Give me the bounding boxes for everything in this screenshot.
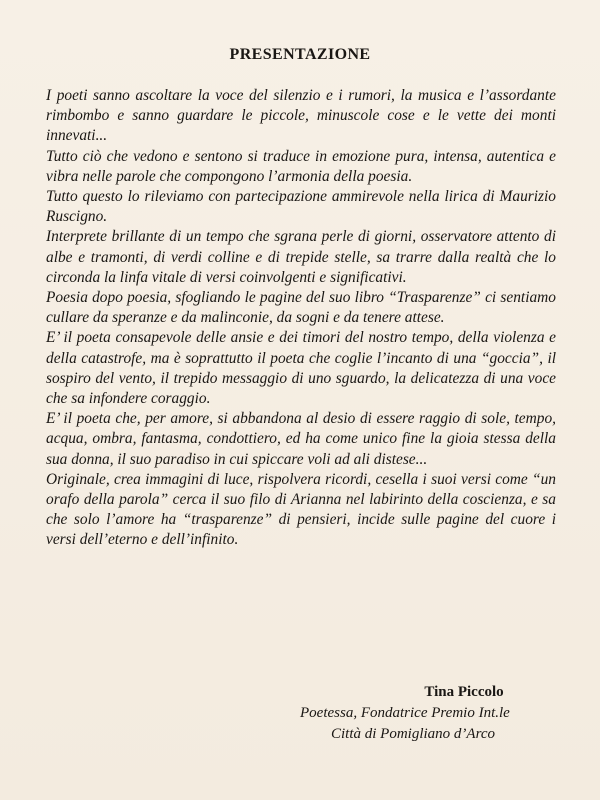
signature-block xyxy=(300,682,590,745)
paragraph-5: Poesia dopo poesia, sfogliando le pagine del suo libro “Trasparenze” ci sentiamo cullare da speranze e da malinconie, da sogni e da tenere attese. xyxy=(46,289,556,327)
paragraph-8: Originale, crea immagini di luce, rispolvera ricordi, cesella i suoi versi come “un orafo della parola” cerca il suo filo di Arianna nel labirinto della coscienza, e sa che solo l’amore ha “trasparenze” di pensieri, incide sulle pagine del cuore i versi dell’eterno e dell’infinito. xyxy=(46,470,556,549)
paragraph-1: I poeti sanno ascoltare la voce del silenzio e i rumori, la musica e l’assordante rimbombo e sanno guardare le piccole, minuscole cose e le vette dei monti innevati... xyxy=(46,87,556,145)
paragraph-7: E’ il poeta che, per amore, si abbandona al desio di essere raggio di sole, tempo, acqua, ombra, fantasma, condottiero, ed ha come unico fine la gioia stessa della sua donna, il suo paradiso in cui spiccare voli ad ali distese... xyxy=(46,410,556,468)
page-title: PRESENTAZIONE xyxy=(229,46,371,63)
author-place: Città di Pomigliano d’Arco xyxy=(331,726,496,742)
paragraph-2: Tutto ciò che vedono e sentono si traduce in emozione pura, intensa, autentica e vibra nelle parole che compongono l’armonia della poesia. xyxy=(46,147,556,185)
presentation-text xyxy=(46,86,556,551)
paragraph-4: Interprete brillante di un tempo che sgrana perle di giorni, osservatore attento di albe e tramonti, di verdi colline e di trepide stelle, sa trarre dalla realtà che lo circonda la linfa vitale di versi coinvolgenti e significativi. xyxy=(46,228,556,286)
paragraph-3: Tutto questo lo rileviamo con partecipazione ammirevole nella lirica di Maurizio Ruscigno. xyxy=(46,188,556,226)
author-role: Poetessa, Fondatrice Premio Int.le xyxy=(300,705,510,721)
author-name: Tina Piccolo xyxy=(424,684,504,700)
paragraph-6: E’ il poeta consapevole delle ansie e dei timori del nostro tempo, della violenza e della catastrofe, ma è soprattutto il poeta che coglie l’incanto di una “goccia”, il sospiro del vento, il trepido messaggio di uno sguardo, la delicatezza di una voce che sa infondere coraggio. xyxy=(46,329,556,408)
